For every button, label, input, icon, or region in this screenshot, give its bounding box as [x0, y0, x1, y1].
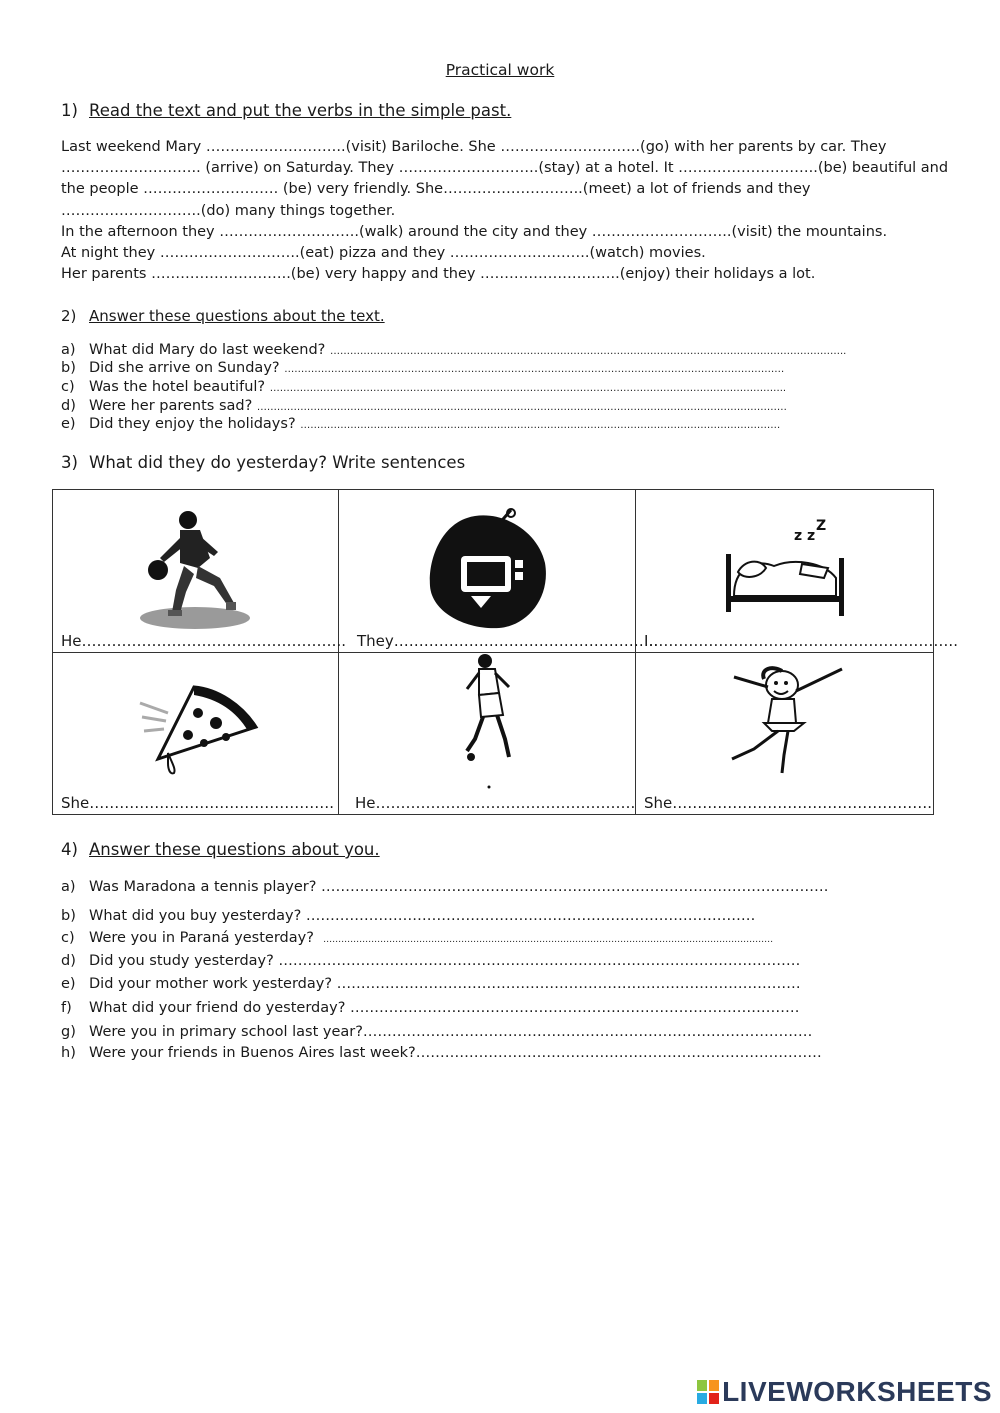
section-title: Read the text and put the verbs in the simple past.: [89, 101, 512, 120]
liveworksheets-logo[interactable]: [697, 1377, 992, 1407]
paragraph-line[interactable]: At night they ………………………..(eat) pizza and they ………………………..(watch) movies.: [61, 245, 706, 262]
section-number: 3): [61, 453, 78, 472]
question-row: e) Did they enjoy the holidays? ………………………………………………………………………………………………………………………………: [61, 416, 781, 432]
answer-blank[interactable]: ……………………………………………………………………………………………………………………………………………: [256, 402, 787, 413]
sentence-blank[interactable]: She………………………………………….: [61, 794, 335, 812]
svg-text:Z: Z: [816, 518, 827, 534]
section-title: Answer these questions about you.: [89, 840, 380, 859]
picture-cell: [339, 653, 636, 815]
section-2-heading: [61, 307, 385, 325]
answer-blank[interactable]: ……………………………………………………………………………………………………………………………………: [284, 364, 785, 375]
section-number: 4): [61, 840, 78, 859]
dancing-girl-icon: [724, 665, 849, 775]
picture-cell: [53, 490, 347, 653]
picture-cell: [636, 653, 934, 815]
paragraph-line[interactable]: Last weekend Mary ………………………..(visit) Bariloche. She ………………………..(go) with her parents by car. They: [61, 139, 887, 155]
section-1-heading: [61, 101, 511, 120]
basketball-player-icon: [138, 508, 253, 633]
answer-blank[interactable]: ………………………………………………………………………………………………………………………………: [300, 420, 781, 431]
picture-cell: [339, 490, 659, 653]
question-row[interactable]: c) Were you in Paraná yesterday? ……………………………………………………………………………………………………………………………………: [61, 930, 774, 946]
sentence-blank[interactable]: They……………………………………………..: [357, 632, 659, 650]
pizza-slice-icon: [138, 683, 263, 778]
paragraph-line[interactable]: Her parents ………………………..(be) very happy and they ………………………..(enjoy) their holidays a lot.: [61, 266, 816, 283]
section-number: 2): [61, 307, 77, 325]
question-row[interactable]: e) Did your mother work yesterday? ……………………………………………………………………………………: [61, 976, 801, 992]
picture-grid: [52, 489, 958, 815]
question-row[interactable]: h) Were your friends in Buenos Aires last week?…………………………………………………………………………: [61, 1045, 822, 1061]
brand-name: LIVEWORKSHEETS: [722, 1376, 992, 1407]
section-1-paragraph: [61, 137, 949, 285]
sleeping-in-bed-icon: [724, 518, 849, 618]
paragraph-line[interactable]: the people ………………………. (be) very friendly. She………………………..(meet) a lot of friends and they: [61, 181, 811, 198]
liveworksheets-mark-icon: [697, 1380, 719, 1404]
section-number: 1): [61, 101, 78, 120]
question-row[interactable]: f) What did your friend do yesterday? …………………………………………………………………………………: [61, 1000, 800, 1016]
question-row: a) What did Mary do last weekend? ………………………………………………………………………………………………………………………………………..: [61, 342, 847, 358]
question-row[interactable]: a) Was Maradona a tennis player? ……………………………………………………………………………………………: [61, 879, 829, 895]
question-row[interactable]: d) Did you study yesterday? ………………………………………………………………………………………………: [61, 953, 801, 969]
page-title: Practical work: [445, 61, 555, 79]
section-title: Answer these questions about the text.: [89, 307, 385, 325]
question-row[interactable]: g) Were you in primary school last year?…………………………………………………………………………………: [61, 1024, 813, 1040]
picture-cell: [53, 653, 339, 815]
paragraph-line[interactable]: ……………………….. (arrive) on Saturday. They ………………………..(stay) at a hotel. It ………………………..(be) beautiful and: [61, 160, 949, 177]
sentence-blank[interactable]: She…………………………………………….: [644, 794, 933, 812]
section-3-heading: [61, 453, 465, 472]
question-row[interactable]: b) What did you buy yesterday? …………………………………………………………………………………: [61, 908, 756, 924]
answer-blank[interactable]: ……………………………………………………………………………………………………………………………………: [323, 935, 774, 945]
answer-blank[interactable]: ………………………………………………………………………………………………………………………………………..: [269, 383, 787, 394]
sentence-blank[interactable]: He……………………………………………..: [61, 632, 347, 650]
sentence-blank[interactable]: I……………………………………………………..: [644, 632, 958, 650]
section-4-questions: [61, 879, 941, 1069]
picture-cell: [636, 490, 958, 653]
television-icon: [427, 508, 551, 633]
section-2-questions: [61, 342, 941, 442]
football-player-icon: [457, 653, 527, 793]
question-row: c) Was the hotel beautiful? ………………………………………………………………………………………………………………………………………..: [61, 379, 787, 395]
sentence-blank[interactable]: He…………………………………………….: [355, 794, 636, 812]
question-row: d) Were her parents sad? ……………………………………………………………………………………………………………………………………………: [61, 398, 787, 414]
svg-text:z z: z z: [794, 528, 816, 544]
answer-blank[interactable]: ………………………………………………………………………………………………………………………………………..: [329, 346, 847, 357]
question-row: b) Did she arrive on Sunday? ……………………………………………………………………………………………………………………………………: [61, 360, 785, 376]
section-title: What did they do yesterday? Write sentences: [89, 453, 466, 472]
section-4-heading: [61, 840, 380, 859]
paragraph-line[interactable]: ………………………..(do) many things together.: [61, 202, 396, 219]
paragraph-line[interactable]: In the afternoon they ………………………..(walk) around the city and they ………………………..(visit) the mountains.: [61, 223, 888, 240]
